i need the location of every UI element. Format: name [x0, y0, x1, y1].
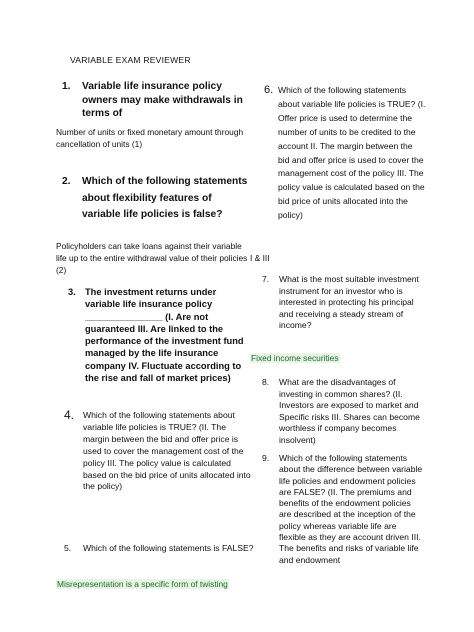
question-1	[62, 80, 252, 121]
question-number: 1.	[62, 81, 71, 92]
question-number: 2.	[62, 176, 71, 187]
question-text: Which of the following statements about variable life policies is TRUE? (I. Offer price is used to determine the number of units to be credited to the account II. The margin between the bid and offer price is used to cover the management cost of the policy III. The policy value is calculated based on the bid price of units allocated into the policy)	[278, 85, 426, 221]
answer-1: Number of units or fixed monetary amount through cancellation of units (1)	[56, 127, 244, 149]
question-7	[262, 274, 424, 332]
question-number: 6.	[264, 84, 274, 96]
question-text: Which of the following statements about variable life policies is TRUE? (II. The margin between the bid and offer price is used to cover the management cost of the policy III. The policy value is calculated based on the bid price of units allocated into the policy)	[83, 410, 251, 492]
question-5	[64, 542, 254, 554]
answer-6: I & III	[250, 253, 270, 263]
question-3	[68, 286, 252, 384]
answer-highlight: Misrepresentation is a specific form of twisting	[57, 579, 228, 589]
question-8	[262, 377, 424, 447]
question-text: What are the disadvantages of investing in common shares? (II. Investors are exposed to market and Specific risks III. Shares can become worthless if company becomes insolvent)	[279, 377, 420, 445]
question-text: The investment returns under variable life insurance policy _______________ (I. Are not guaranteed III. Are linked to the performance of the investment fund managed by the life insurance company IV. Fluctuate according to the rise and fall of market prices)	[85, 287, 244, 384]
question-number: 5.	[64, 543, 72, 553]
answer-2: Policyholders can take loans against their variable life up to the entire withdrawal value of their policies (2)	[56, 241, 248, 275]
question-text: Which of the following statements about the difference between variable life policies and endowment policies are FALSE? (II. The premiums and benefits of the endowment policies are described at the inception of the policy whereas variable life are flexible as they are account driven III. The benefits and risks of variable life and endowment	[279, 453, 423, 565]
answer-5	[56, 578, 248, 590]
question-text: Which of the following statements is FALSE?	[83, 543, 254, 553]
question-text: Which of the following statements about flexibility features of variable life policies is false?	[82, 176, 248, 220]
question-number: 4.	[64, 408, 75, 422]
question-9	[262, 453, 424, 566]
question-6	[264, 84, 426, 223]
question-text: What is the most suitable investment instrument for an investor who is interested in protecting his principal and receiving a steady stream of income?	[279, 274, 419, 331]
question-number: 7.	[262, 274, 270, 284]
question-number: 3.	[68, 287, 76, 297]
question-text: Variable life insurance policy owners may make withdrawals in terms of	[82, 81, 243, 119]
document-title: VARIABLE EXAM REVIEWER	[70, 55, 191, 65]
answer-7	[250, 352, 420, 364]
question-number: 9.	[262, 453, 270, 463]
question-number: 8.	[262, 377, 270, 387]
question-2	[62, 174, 252, 224]
answer-highlight: Fixed income securities	[251, 353, 339, 363]
question-4	[64, 410, 254, 493]
